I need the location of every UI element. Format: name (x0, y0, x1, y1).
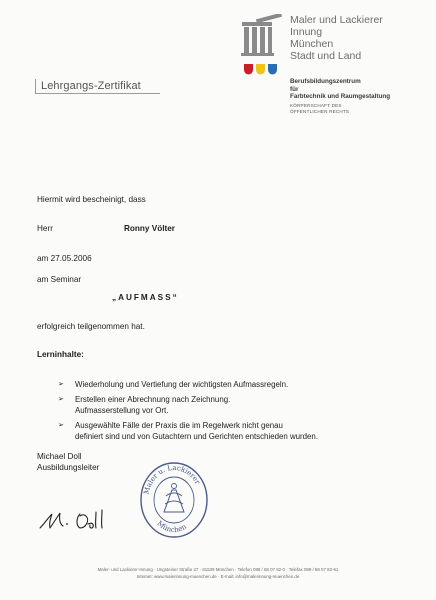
list-item-line: Wiederholung und Vertiefung der wichtigsten Aufmassregeln. (75, 380, 289, 389)
org-name-line: Stadt und Land (290, 50, 362, 62)
list-item-line: Erstellen einer Abrechnung nach Zeichnung. (75, 395, 231, 404)
seal-top-text: Maler u. Lackierer (142, 463, 202, 496)
salutation: Herr (37, 224, 53, 233)
title-bracket-vertical (35, 79, 36, 93)
list-item-line: Aufmasserstellung vor Ort. (75, 406, 169, 415)
completion-text: erfolgreich teilgenommen hat. (37, 322, 145, 331)
certificate-title: Lehrgangs-Zertifikat (41, 80, 141, 92)
list-item-line: Ausgewählte Fälle der Praxis die im Regelwerk nicht genau (75, 421, 283, 430)
org-subtitle-line: für (290, 85, 299, 93)
list-item (58, 394, 388, 416)
org-name-line: Innung (290, 26, 323, 38)
signature-icon (36, 504, 116, 534)
seminar-name: „AUFMASS“ (112, 293, 179, 302)
title-bracket-horizontal (35, 93, 160, 94)
certify-text: Hiermit wird bescheinigt, dass (37, 195, 146, 204)
contents-list (58, 379, 388, 442)
contents-heading: Lerninhalte: (37, 350, 84, 359)
org-name-line: Maler und Lackierer (290, 14, 383, 26)
list-item-line: definiert sind und von Gutachtern und Gerichten entschieden wurden. (75, 432, 319, 441)
arrow-bullet-icon: ➢ (58, 422, 64, 429)
org-subtitle (290, 78, 436, 101)
guild-seal-icon (138, 460, 210, 540)
recipient-name: Ronny Völter (124, 224, 175, 233)
corporate-line: KÖRPERSCHAFT DES (290, 103, 342, 108)
arrow-bullet-icon: ➢ (58, 381, 64, 388)
org-subtitle-line: Farbtechnik und Raumgestaltung (290, 93, 391, 101)
list-item (58, 379, 388, 390)
corporate-line: ÖFFENTLICHEN RECHTS (290, 108, 350, 114)
svg-text:München (155, 519, 188, 534)
org-name-line: München (290, 38, 334, 50)
footer-contact: Internet: www.malerinnung-muenchen.de · E-mail: info@malerinnung-muenchen.de (136, 574, 300, 579)
guild-logo-icon (236, 14, 284, 80)
signatory-role: Ausbildungsleiter (37, 463, 100, 472)
org-subtitle-line: Berufsbildungszentrum (290, 78, 361, 85)
signatory-name: Michael Doll (37, 452, 82, 461)
org-name (290, 14, 430, 62)
signatory (37, 451, 99, 473)
seminar-label: am Seminar (37, 275, 82, 284)
arrow-bullet-icon: ➢ (58, 396, 64, 403)
org-corporate-status (290, 103, 430, 114)
list-item (58, 420, 388, 442)
seal-bottom-text: München (155, 519, 188, 535)
footer-address: Maler- und Lackierer-Innung · Ungsteiner Straße 27 · 81539 München · Telefon 089 / 68 07 82-0 · Telefax 089 / 68 07 82-61 (97, 567, 339, 572)
date-text: am 27.05.2006 (37, 254, 92, 263)
